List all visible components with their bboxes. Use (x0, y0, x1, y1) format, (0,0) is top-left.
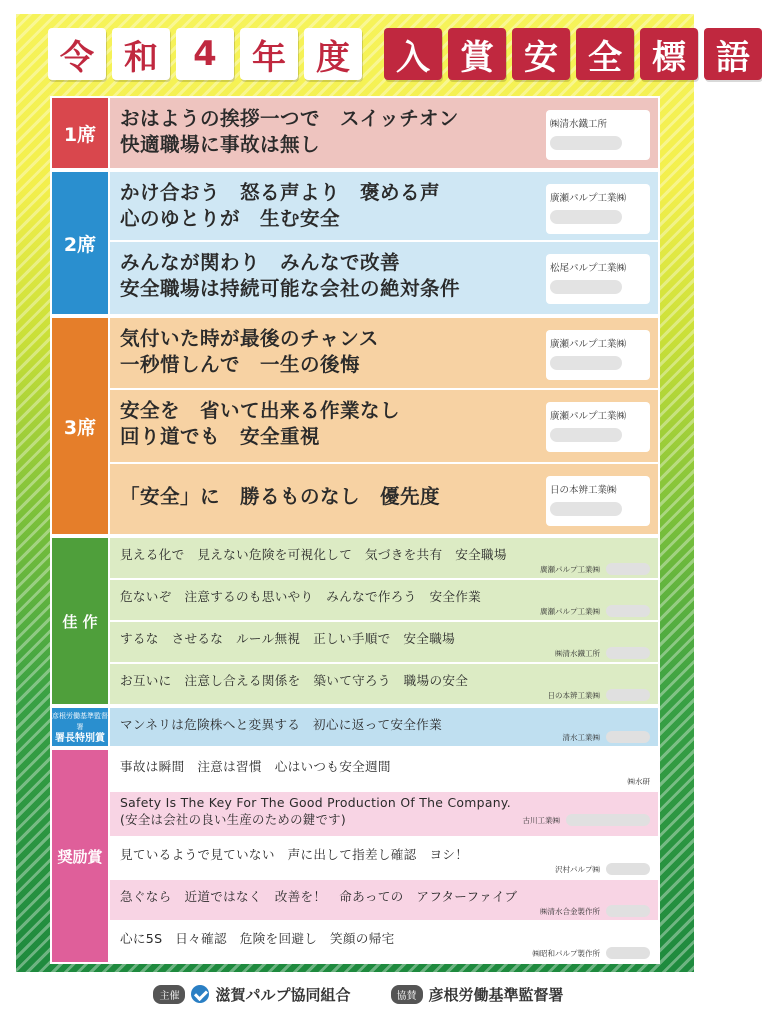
slogan-entry (108, 622, 658, 664)
company-name: 廣瀬パルプ工業㈱ (550, 339, 627, 350)
slogan-entry (108, 538, 658, 580)
slogan-entry (108, 750, 658, 792)
title-char: 度 (304, 28, 362, 80)
slogan-text: 見える化で 見えない危険を可視化して 気づきを共有 安全職場 (120, 547, 507, 562)
title-char: 4 (176, 28, 234, 80)
company-name: 廣瀬パルプ工業㈱ (550, 411, 627, 422)
company-box (546, 184, 650, 234)
footer (0, 982, 717, 1006)
slogan-entry (108, 708, 658, 746)
slogan-entry (108, 922, 658, 962)
slogan-text: 事故は瞬間 注意は習慣 心はいつも安全週間 (120, 759, 391, 774)
title-char: 和 (112, 28, 170, 80)
slogan-text: 見ているようで見ていない 声に出して指差し確認 ヨシ！ (120, 847, 469, 862)
title-char: 年 (240, 28, 298, 80)
special-label-small: 彦根労働基準監督署 (52, 711, 108, 731)
company-name: 廣瀬パルプ工業㈱ (550, 193, 627, 204)
shorei-label: 奨励賞 (52, 750, 108, 962)
company-box (546, 330, 650, 380)
company-name: ㈱清水鐵工所 (550, 119, 608, 130)
redacted-name (606, 863, 650, 875)
title-char: 語 (704, 28, 762, 80)
redacted-name (606, 731, 650, 743)
slogan-text: 急ぐなら 近道ではなく 改善を！ 命あっての アフターファイブ (120, 889, 518, 904)
rank2-label: 2席 (52, 172, 108, 314)
slogan-entry (108, 664, 658, 704)
host-name: 滋賀パルプ協同組合 (215, 985, 351, 1004)
redacted-name (550, 136, 622, 150)
redacted-name (550, 502, 622, 516)
company-name: ㈱水研 (627, 777, 650, 786)
section-rank2 (50, 170, 660, 316)
special-label-main: 署長特別賞 (55, 732, 105, 744)
redacted-name (550, 428, 622, 442)
company-name: 古川工業㈱ (522, 815, 560, 825)
section-kasaku (50, 536, 660, 706)
page-title (48, 28, 762, 82)
slogan-entry (108, 838, 658, 880)
company-name: 廣瀬パルプ工業㈱ (540, 564, 600, 574)
slogan-entry (108, 98, 658, 168)
slogan-text: するな させるな ルール無視 正しい手順で 安全職場 (120, 631, 455, 646)
company-name: 松尾パルプ工業㈱ (550, 263, 627, 274)
slogan-text: 危ないぞ 注意するのも思いやり みんなで作ろう 安全作業 (120, 589, 482, 604)
association-logo-icon (191, 985, 209, 1003)
redacted-name (606, 647, 650, 659)
redacted-name (566, 814, 650, 826)
slogan-text: マンネリは危険株へと変異する 初心に返って安全作業 (120, 717, 442, 732)
slogan-entry (108, 880, 658, 922)
slogan-text: Safety Is The Key For The Good Production Of The Company. (安全は会社の良い生産のための鍵です) (120, 795, 511, 827)
slogan-entry (108, 172, 658, 242)
section-rank3 (50, 316, 660, 536)
company-box (546, 476, 650, 526)
company-box (546, 254, 650, 304)
company-name: 清水工業㈱ (562, 732, 600, 742)
redacted-name (606, 905, 650, 917)
host-credit (153, 984, 350, 1005)
slogan-entry (108, 390, 658, 464)
redacted-name (606, 605, 650, 617)
slogan-entry (108, 318, 658, 390)
slogan-entry (108, 580, 658, 622)
slogan-text: 気付いた時が最後のチャンス 一秒惜しんで 一生の後悔 (120, 327, 379, 376)
redacted-name (550, 280, 622, 294)
company-box (546, 402, 650, 452)
title-char: 賞 (448, 28, 506, 80)
section-special (50, 706, 660, 748)
slogan-table (50, 96, 660, 964)
redacted-name (606, 689, 650, 701)
slogan-text: 安全を 省いて出来る作業なし 回り道でも 安全重視 (120, 399, 401, 448)
company-name: 日の本辨工業㈱ (547, 690, 600, 700)
company-name: ㈱清水鐵工所 (555, 648, 600, 658)
slogan-text: 心に5S 日々確認 危険を回避し 笑顔の帰宅 (120, 931, 395, 946)
slogan-text: お互いに 注意し合える関係を 築いて守ろう 職場の安全 (120, 673, 469, 688)
coop-tag: 協賛 (391, 985, 423, 1004)
slogan-entry (108, 464, 658, 534)
coop-name: 彦根労働基準監督署 (428, 985, 564, 1004)
cooperation-credit (391, 984, 564, 1005)
slogan-text: かけ合おう 怒る声より 褒める声 心のゆとりが 生む安全 (120, 181, 441, 230)
redacted-name (606, 563, 650, 575)
host-tag: 主催 (153, 985, 185, 1004)
title-char: 令 (48, 28, 106, 80)
slogan-text: おはようの挨拶一つで スイッチオン 快適職場に事故は無し (120, 107, 459, 156)
rank1-label: 1席 (52, 98, 108, 168)
slogan-text: みんなが関わり みんなで改善 安全職場は持続可能な会社の絶対条件 (120, 251, 461, 300)
redacted-name (550, 356, 622, 370)
company-name: 廣瀬パルプ工業㈱ (540, 606, 600, 616)
special-label (52, 708, 108, 746)
title-char: 安 (512, 28, 570, 80)
kasaku-label: 佳 作 (52, 538, 108, 704)
company-name: 日の本辨工業㈱ (550, 485, 617, 496)
title-char: 入 (384, 28, 442, 80)
company-box (546, 110, 650, 160)
title-char: 全 (576, 28, 634, 80)
slogan-text: 「安全」に 勝るものなし 優先度 (120, 485, 441, 508)
section-shorei (50, 748, 660, 964)
poster-background (16, 14, 750, 972)
redacted-name (606, 947, 650, 959)
slogan-entry (108, 792, 658, 838)
company-name: ㈱清水合金製作所 (540, 906, 600, 916)
section-rank1 (50, 96, 660, 170)
rank3-label: 3席 (52, 318, 108, 534)
title-char: 標 (640, 28, 698, 80)
company-name: ㈱昭和パルプ製作所 (532, 948, 600, 958)
company-name: 沢村パルプ㈱ (555, 864, 600, 874)
slogan-entry (108, 242, 658, 314)
redacted-name (550, 210, 622, 224)
